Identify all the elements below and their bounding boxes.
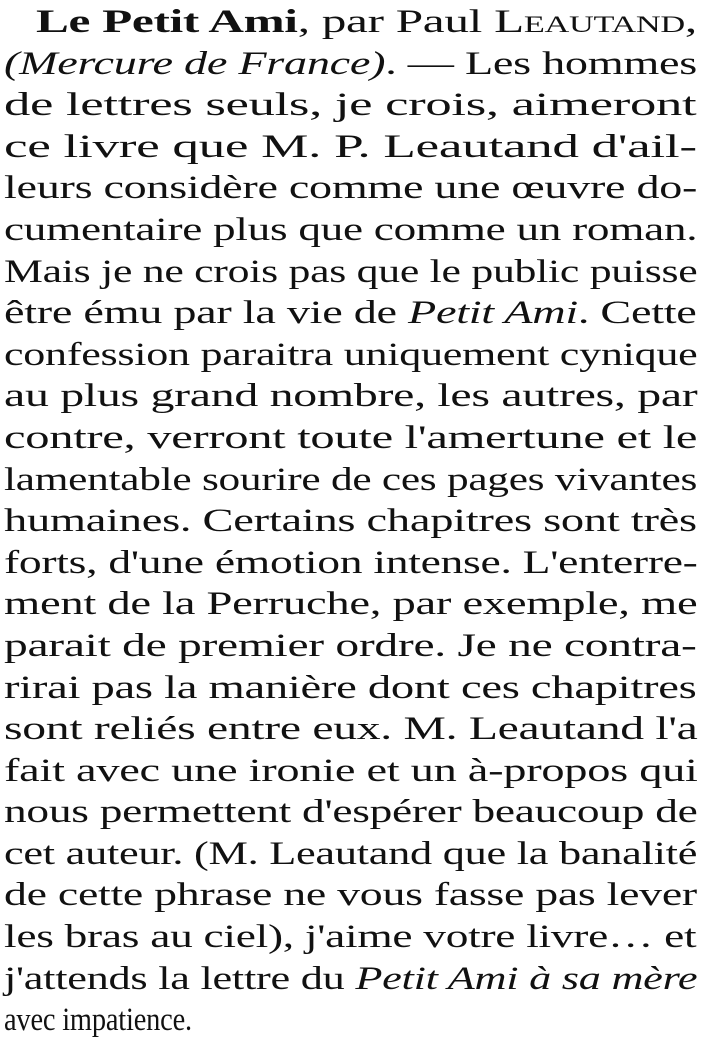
- text-line-content: [4, 834, 697, 876]
- text-line-content: [4, 751, 698, 793]
- text-line-content: [4, 418, 697, 460]
- text-line: [4, 293, 697, 335]
- text-line-content: [4, 917, 696, 959]
- text-run: de cette phrase ne vous fasse pas lever: [4, 877, 697, 914]
- text-run: les bras au ciel), j'aime votre livre… et: [4, 919, 697, 956]
- text-run: rirai pas la manière dont ces chapitres: [4, 669, 697, 706]
- text-run: nous permettent d'espérer beaucoup de: [4, 794, 698, 831]
- text-run: leurs considère comme une œuvre do-: [4, 170, 698, 207]
- text-run: confession paraitra uniquement cynique: [4, 336, 698, 373]
- author-name: Leautand: [494, 4, 685, 40]
- text-run: parait de premier ordre. Je ne contra-: [4, 627, 697, 664]
- text-line-content: [4, 543, 698, 585]
- text-run: ce livre que M. P. Leautand d'ail-: [4, 128, 697, 165]
- text-line-content: [4, 335, 697, 377]
- text-run: lamentable sourire de ces pages vivantes: [4, 461, 698, 498]
- text-run: sont reliés entre eux. M. Leautand l'a: [4, 711, 698, 748]
- text-line-content: [4, 376, 697, 418]
- italic-title: Petit Ami à sa mère: [355, 960, 698, 997]
- text-line: [4, 668, 697, 710]
- text-line: [4, 127, 697, 169]
- text-line: [4, 210, 697, 252]
- text-run: Mais je ne crois pas que le public puisse: [4, 253, 698, 290]
- article-title: Le Petit Ami: [36, 4, 298, 40]
- text-line: [4, 335, 697, 377]
- text-run: fait avec une ironie et un à-propos qui: [4, 752, 698, 789]
- text-line: [4, 85, 697, 127]
- text-run: être ému par la vie de: [4, 295, 409, 332]
- text-run: ment de la Perruche, par exemple, me: [4, 586, 698, 623]
- text-line: [4, 917, 697, 959]
- text-run: humaines. Certains chapitres sont très: [4, 503, 697, 540]
- text-line-content: [4, 959, 697, 1001]
- text-line-content: [4, 44, 697, 86]
- text-line-content: [4, 792, 697, 834]
- text-line-content: [4, 127, 697, 169]
- text-line-content: [4, 668, 697, 710]
- text-line-content: [4, 210, 697, 252]
- text-line-content: [4, 875, 697, 917]
- text-line: [4, 584, 697, 626]
- text-line: [4, 875, 697, 917]
- text-line-content: [4, 85, 696, 127]
- text-run: cumentaire plus que comme un roman.: [4, 211, 698, 248]
- text-line: [4, 751, 697, 793]
- text-run: forts, d'une émotion intense. L'enterre-: [4, 544, 698, 581]
- text-line: [4, 709, 697, 751]
- text-line: [4, 1000, 697, 1042]
- text-line: [4, 418, 697, 460]
- text-line-content: [36, 2, 697, 44]
- article-heading-line: [4, 2, 697, 44]
- text-run: au plus grand nombre, les autres, par: [4, 378, 698, 415]
- text-line-content: [4, 501, 697, 543]
- text-line: [4, 44, 697, 86]
- text-line-content: [4, 626, 697, 668]
- text-line: [4, 168, 697, 210]
- text-line-content: [4, 709, 698, 751]
- text-line: [4, 834, 697, 876]
- text-run: cet auteur. (M. Leautand que la banalité: [4, 835, 698, 872]
- text-run: ,: [684, 4, 697, 40]
- text-run: . Cette: [577, 295, 697, 332]
- text-run: avec impatience.: [4, 1002, 192, 1039]
- text-line: [4, 460, 697, 502]
- text-run: , par Paul: [297, 4, 495, 40]
- text-line-content: [4, 460, 697, 502]
- text-line: [4, 252, 697, 294]
- text-run: de lettres seuls, je crois, aimeront: [4, 87, 697, 124]
- text-line-content: [4, 168, 697, 210]
- text-run: j'attends la lettre du: [4, 960, 356, 997]
- text-run: . — Les hommes: [385, 45, 697, 82]
- article-column: [4, 2, 697, 1042]
- text-line-content: [4, 252, 697, 294]
- text-line: [4, 376, 697, 418]
- text-line-content: [4, 584, 697, 626]
- italic-title: Petit Ami: [408, 295, 578, 332]
- text-line: [4, 792, 697, 834]
- text-line-content: [4, 1000, 192, 1042]
- text-line-content: [4, 293, 697, 335]
- text-line: [4, 959, 697, 1001]
- text-line: [4, 626, 697, 668]
- text-line: [4, 501, 697, 543]
- italic-title: (Mercure de France): [4, 45, 386, 82]
- text-line: [4, 543, 697, 585]
- text-run: contre, verront toute l'amertune et le: [4, 419, 698, 456]
